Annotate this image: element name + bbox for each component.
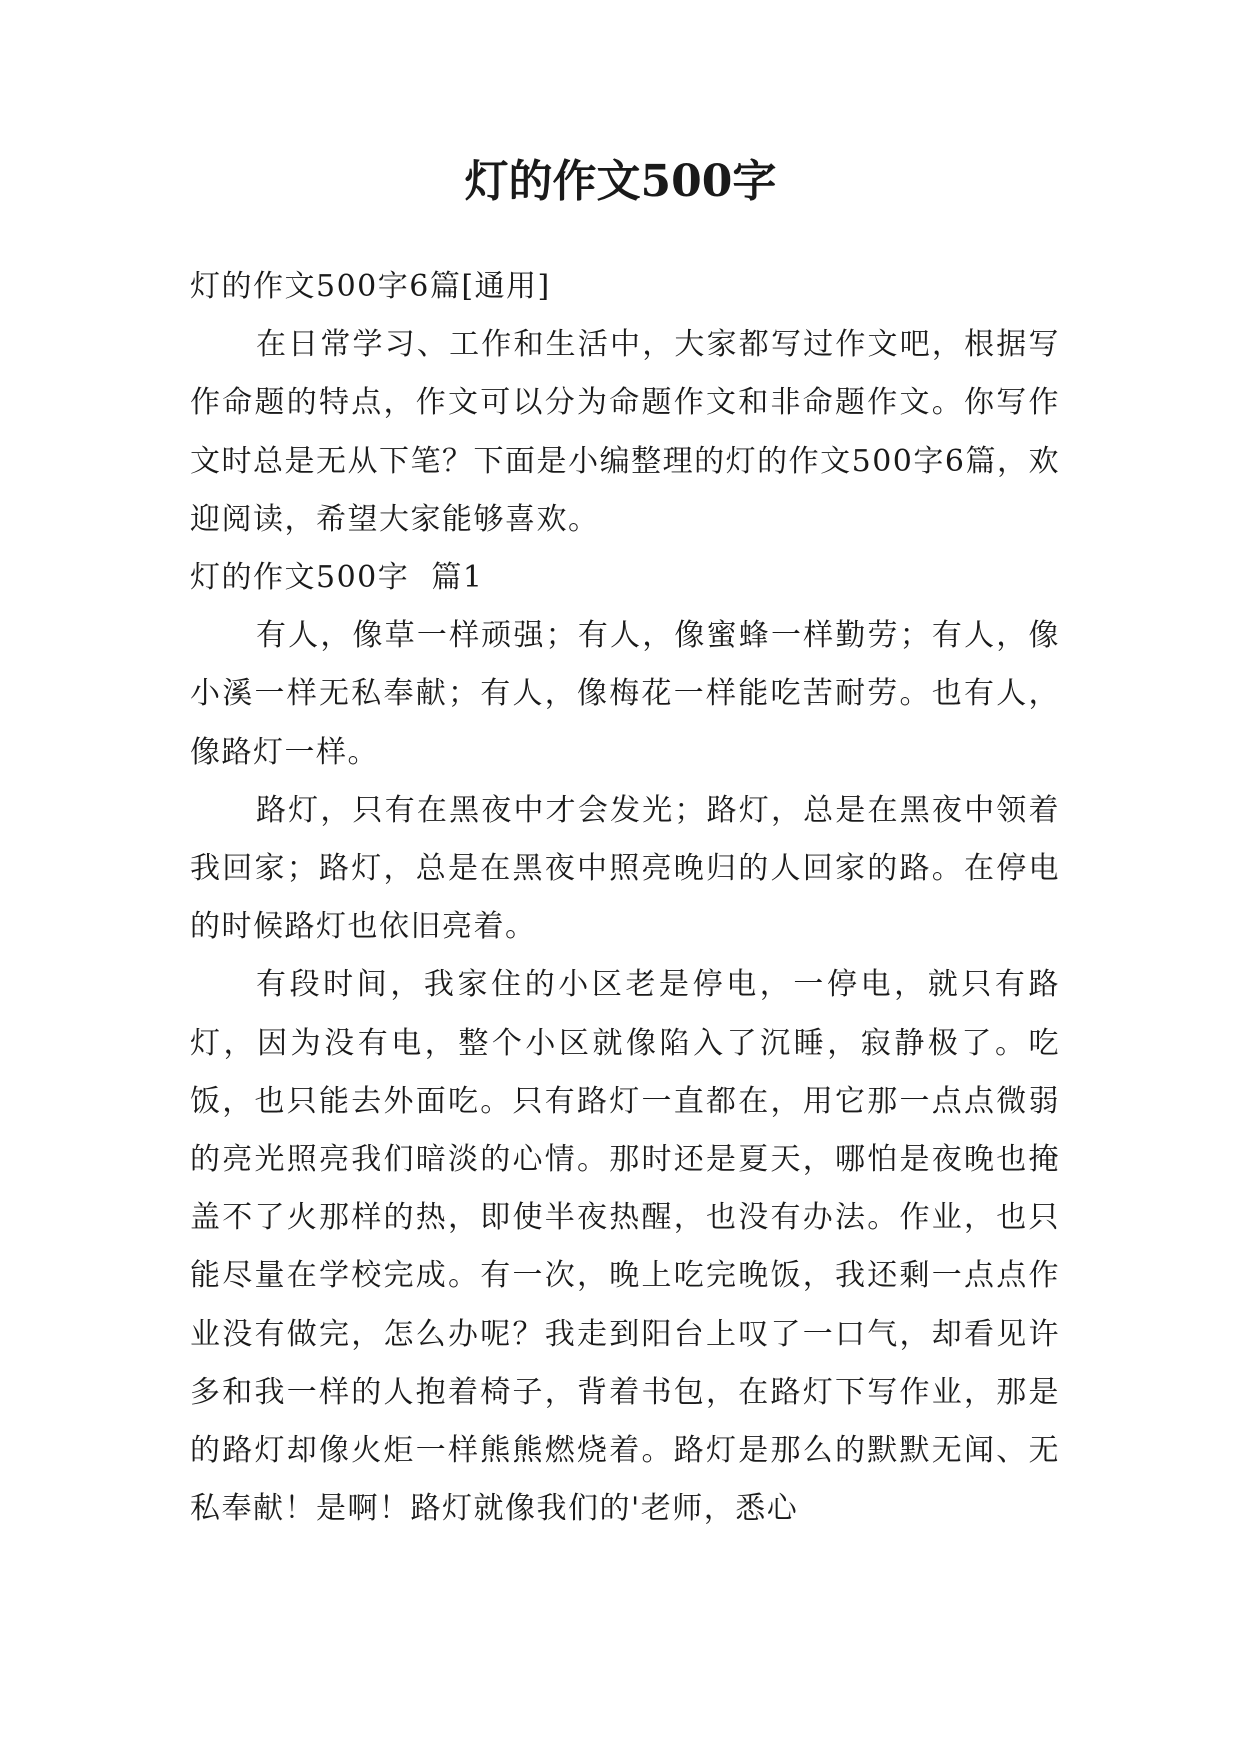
body-paragraph: 有人，像草一样顽强；有人，像蜜蜂一样勤劳；有人，像小溪一样无私奉献；有人，像梅花一样能吃苦耐劳。也有人，像路灯一样。 bbox=[190, 618, 1060, 770]
section-heading: 灯的作文500字 篇1 bbox=[190, 560, 484, 596]
intro-paragraph: 在日常学习、工作和生活中，大家都写过作文吧，根据写作命题的特点，作文可以分为命题作文和非命题作文。你写作文时总是无从下笔？下面是小编整理的灯的作文500字6篇，欢迎阅读，希望大家能够喜欢。 bbox=[190, 327, 1060, 537]
body-paragraph: 路灯，只有在黑夜中才会发光；路灯，总是在黑夜中领着我回家；路灯，总是在黑夜中照亮晚归的人回家的路。在停电的时候路灯也依旧亮着。 bbox=[190, 792, 1060, 945]
document-body bbox=[190, 258, 1060, 1538]
body-paragraph: 有段时间，我家住的小区老是停电，一停电，就只有路灯，因为没有电，整个小区就像陷入了沉睡，寂静极了。吃饭，也只能去外面吃。只有路灯一直都在，用它那一点点微弱的亮光照亮我们暗淡的心情。那时还是夏天，哪怕是夜晚也掩盖不了火那样的热，即使半夜热醒，也没有办法。作业，也只能尽量在学校完成。有一次，晚上吃完晚饭，我还剩一点点作业没有做完，怎么办呢？我走到阳台上叹了一口气，却看见许多和我一样的人抱着椅子，背着书包，在路灯下写作业，那是的路灯却像火炬一样熊熊燃烧着。路灯是那么的默默无闻、无私奉献！是啊！路灯就像我们的'老师，悉心 bbox=[190, 967, 1060, 1527]
document-subtitle: 灯的作文500字6篇[通用] bbox=[190, 269, 551, 304]
document-title: 灯的作文500字 bbox=[464, 156, 777, 207]
